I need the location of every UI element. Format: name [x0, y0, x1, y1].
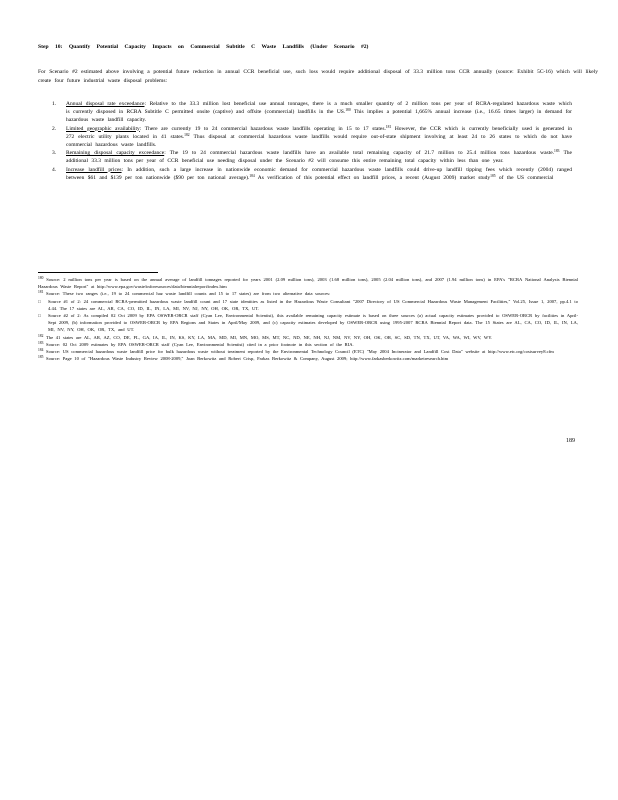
- page-number: 189: [566, 438, 575, 444]
- footnote-number: 180: [38, 276, 44, 280]
- footnote-number: 183: [38, 340, 44, 345]
- list-item-number: 2.: [52, 125, 57, 132]
- footnote: [38, 348, 578, 355]
- footnote: [38, 341, 578, 348]
- list-item-text: of the US commercial: [495, 174, 554, 181]
- footnote-ref: 185: [490, 173, 496, 178]
- list-item-text: The additional 33.3 million tons per year of CCR beneficial use needing disposal under the Scenario #2 will consume this entire remaining total capacity within less than one year.: [66, 150, 572, 165]
- footnote-sub-item: [38, 312, 578, 334]
- footnote-ref: 184: [249, 173, 255, 178]
- footnote-ref: 183: [554, 149, 560, 154]
- intro-paragraph: For Scenario #2 estimated above involving a potential future reduction in annual CCR beneficial use, such loss would require additional disposal of 33.3 million tons CCR annually (source: Exhibit 5C-16) which will likely create four future industrial waste disposal problems:: [38, 69, 598, 84]
- footnote-sub-text: Source #2 of 2: As compiled 02 Oct 2009 by EPA OSWER-ORCR staff (Cyan Lee, Environmental Scientist), this available remaining capacity estimate is based on three sources (a) actual capacity estimates provided to OSWER-ORCR by facilities in April-Sept 2009, (b) information provided to OSWER-ORCR by EPA Regions and States in April/May 2009, and (c) capacity estimates developed by OSWER-ORCR using 1995-2007 RCRA Biennial Report data. The 15 States are AL, CA, CO, ID, IL, IN, LA, MI, NV, NY, OH, OK, OR, TX, and UT.: [48, 313, 578, 333]
- footnote-ref: 180: [345, 108, 351, 113]
- footnote-ref: 181: [385, 124, 392, 129]
- list-item: [52, 166, 572, 182]
- footnote-text: Source: US commercial hazardous waste landfill price for bulk hazardous waste without treatment reported by the Environmental Technology Council (ETC) "May 2004 Incinerator and Landfill Cost Data" website at http://www.etc.org/costsurvey8.cfm: [46, 349, 554, 355]
- checkbox-bullet-icon: □: [38, 298, 41, 304]
- list-item-title: Annual disposal rate exceedance: [66, 101, 145, 107]
- list-item-text: : In addition, such a large increase in nationwide economic demand for commercial hazardous waste landfills could drive-up landfill tipping fees which recently (2004) ranged between $61 and $139 per ton nationwide ($90 per ton national average).: [66, 166, 572, 181]
- list-item-text: As verification of this potential effect on landfill prices, a recent (August 2009) market study: [254, 174, 491, 181]
- footnote-text: Source: 2 million tons per year is based on the annual average of landfill tonnages reported for years 2001 (2.09 million tons), 2003 (1.68 million tons), 2005 (2.04 million tons), and 2007 (1.94 million tons) in EPA's "RCRA National Analysis Biennial Hazardous Waste Report" at http://www.epa.gov/waste/inforesources/data/biennialreport/index.htm: [38, 277, 578, 290]
- list-item: [52, 125, 572, 150]
- list-item-title: Increase landfill prices: [66, 166, 122, 173]
- problems-list: [52, 100, 572, 182]
- list-item: [52, 149, 572, 165]
- footnotes: [38, 276, 578, 362]
- list-item: [52, 100, 572, 125]
- footnote: [38, 355, 578, 362]
- footnote-number: 181: [38, 290, 44, 295]
- list-item-text: : Relative to the 33.3 million lost beneficial use annual tonnages, there is a much smaller quantity of 2 million tons per year of RCRA-regulated hazardous waste which is currently disposed in RCRA Subtitle C permitted onsite (captive) and offsite (commercial) landfills in the US.: [66, 101, 572, 116]
- section-heading: Step 10: Quantify Potential Capacity Impacts on Commercial Subtitle C Waste Landfills (Under Scenario #2): [38, 44, 369, 50]
- checkbox-bullet-icon: □: [38, 313, 41, 319]
- list-item-text: Thus disposal at commercial hazardous waste landfills would require out-of-state shipment involving at least 24 to 26 states to which do not have commercial hazardous waste landfills.: [66, 133, 572, 149]
- footnote-text: Source: 02 Oct 2009 estimates by EPA OSWER-ORCR staff (Cyan Lee, Environmental Scientist) cited in a prior footnote in this section of the RIA.: [46, 341, 354, 347]
- list-item-text: : The 19 to 24 commercial hazardous waste landfills have an available total remaining capacity of 21.7 million to 25.4 million tons hazardous waste.: [164, 150, 555, 157]
- footnote-text: The 41 states are AL, AR, AZ, CO, DE, FL, GA, IA, IL, IN, KS, KY, LA, MA, MD, MI, MN, MO, MS, MT, NC, ND, NE, NH, NJ, NM, NV, NY, OH, OK, OR, SC, SD, TN, TX, UT, VA, WA, WI, WV, WY.: [45, 334, 493, 340]
- footnote-text: Source: These two ranges (i.e., 19 to 24 commercial haz waste landfill counts and 15 to 17 states) are from two alternative data sources:: [46, 291, 331, 297]
- footnote: [38, 276, 578, 290]
- list-item-text: : There are currently 19 to 24 commercial hazardous waste landfills operating in 15 to 17 states.: [139, 125, 386, 132]
- list-item-number: 4.: [52, 166, 57, 173]
- list-item-title: Remaining disposal capacity exceedance: [66, 150, 165, 157]
- list-item-title: Limited geographic availability: [66, 125, 140, 132]
- footnote-number: 184: [38, 348, 44, 353]
- footnote-ref: 182: [184, 132, 190, 137]
- footnote: [38, 290, 578, 333]
- list-item-number: 3.: [52, 150, 57, 157]
- footnote-number: 182: [38, 333, 44, 338]
- footnote-sub-item: [38, 298, 578, 312]
- footnote-text: Source: Page 10 of "Hazardous Waste Industry Review 2008-2009," Joan Berkowitz and Robert Crisp, Farkas Berkowitz & Company, August 2009; http://www.farkasberkowitz.com/marketresearch.htm: [46, 356, 449, 362]
- footnote: [38, 334, 578, 341]
- footnote-number: 185: [38, 355, 44, 360]
- footnote-separator: [38, 272, 158, 273]
- list-item-text: This implies a potential 1,665% annual increase (i.e., 16.65 times larger) in demand for hazardous waste landfill capacity.: [66, 109, 572, 124]
- footnote-sub-text: Source #1 of 2: 24 commercial RCRA-permitted hazardous waste landfill count and 17 state identities as listed in the Hazardous Waste Consultant "2007 Directory of US Commercial Hazardous Waste Management Facilities," Vol.25, Issue 1, 2007, pp.4.1 to 4.44. The 17 states are AL, AR, CA, CO, ID, IL, IN, LA, MI, NV, NJ, NY, OH, OK, OR, TX, UT.: [48, 298, 578, 311]
- list-item-text: However, the CCR which is currently beneficially used is generated in 272 electric utility plants located in 41 states.: [66, 125, 572, 140]
- list-item-number: 1.: [52, 101, 57, 107]
